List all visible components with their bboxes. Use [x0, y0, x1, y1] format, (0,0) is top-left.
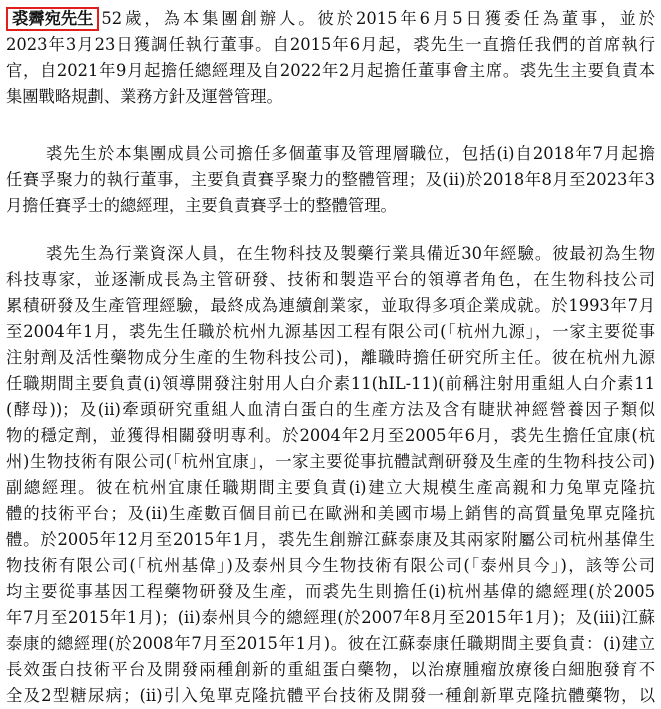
text-line: 體的技術平台；及(ii)生產數百個目前已在歐洲和美國市場上銷售的高質量兔單克隆抗: [6, 504, 655, 523]
text-line: 均主要從事基因工程藥物研發及生產，而裘先生則擔任(i)杭州基偉的總經理(於2005: [6, 582, 655, 601]
text-line: 州)生物技術有限公司(「杭州宜康」，一家主要從事抗體試劑研發及生產的生物科技公司): [6, 452, 655, 471]
text-line: 裘先生於本集團成員公司擔任多個董事及管理層職位，包括(i)自2018年7月起擔: [46, 144, 655, 163]
paragraph-experience: [0, 241, 661, 709]
text-line: 任職期間主要負責(i)領導開發注射用人白介素11(hIL-11)(前稱注射用重組人白介素11: [6, 374, 655, 393]
text-line: (酵母))；及(ii)牽頭研究重組人血清白蛋白的生產方法及含有睫狀神經營養因子類似: [6, 400, 655, 419]
text-line: 副總經理。彼在杭州宜康任職期間主要負責(i)建立大規模生產高親和力兔單克隆抗: [6, 478, 655, 497]
text-line: 裘霽宛先生 52歲，為本集團創辦人。彼於2015年6月5日獲委任為董事，並於: [0, 6, 661, 32]
text-line: 任賽孚聚力的執行董事，主要負責賽孚聚力的整體管理；及(ii)於2018年8月至2023年3: [6, 170, 655, 189]
text-line: 年7月至2015年1月)；(ii)泰州貝今的總經理(於2007年8月至2015年1月)；及(iii)江蘇: [6, 608, 655, 627]
highlighted-name: 裘霽宛先生: [6, 7, 99, 31]
paragraph-group-roles: [0, 141, 661, 219]
text-line: 長效蛋白技術平台及開發兩種創新的重組蛋白藥物，以治療腫瘤放療後白細胞發育不: [6, 660, 655, 679]
text-line: 物的穩定劑，並獲得相關發明專利。於2004年2月至2005年6月，裘先生擔任宜康(杭: [6, 426, 655, 445]
paragraph-intro: [0, 6, 661, 110]
text-line: 注射劑及活性藥物成分生產的生物科技公司)，離職時擔任研究所主任。彼在杭州九源: [6, 348, 655, 367]
text-line: 累積研發及生產管理經驗，最終成為連續創業家，並取得多項企業成就。於1993年7月: [6, 296, 655, 315]
text-line: 體。於2005年12月至2015年1月，裘先生創辦江蘇泰康及其兩家附屬公司杭州基偉生: [6, 530, 655, 549]
text-line: 集團戰略規劃、業務方針及運營管理。: [6, 87, 283, 106]
text-line: 至2004年1月，裘先生任職於杭州九源基因工程有限公司(「杭州九源」，一家主要從事: [6, 322, 655, 341]
text-line: 泰康的總經理(於2008年7月至2015年1月)。彼在江蘇泰康任職期間主要負責：(i)建立: [6, 634, 655, 653]
text-line: 物技術有限公司(「杭州基偉」)及泰州貝今生物技術有限公司(「泰州貝今」)，該等公司: [6, 556, 655, 575]
text-line: 裘先生為行業資深人員，在生物科技及製藥行業具備近30年經驗。彼最初為生物: [46, 244, 655, 263]
text-line: 全及2型糖尿病；(ii)引入兔單克隆抗體平台技術及開發一種創新單克隆抗體藥物，以: [6, 686, 655, 705]
text-line: 月擔任賽孚士的總經理，主要負責賽孚士的整體管理。: [6, 196, 397, 215]
text-line: 科技專家，並逐漸成長為主管研發、技術和製造平台的領導者角色，在生物科技公司: [6, 270, 655, 289]
text-line: 2023年3月23日獲調任執行董事。自2015年6月起，裘先生一直擔任我們的首席執行: [6, 35, 655, 54]
text-line: 官，自2021年9月起擔任總經理及自2022年2月起擔任董事會主席。裘先生主要負責本: [6, 61, 655, 80]
